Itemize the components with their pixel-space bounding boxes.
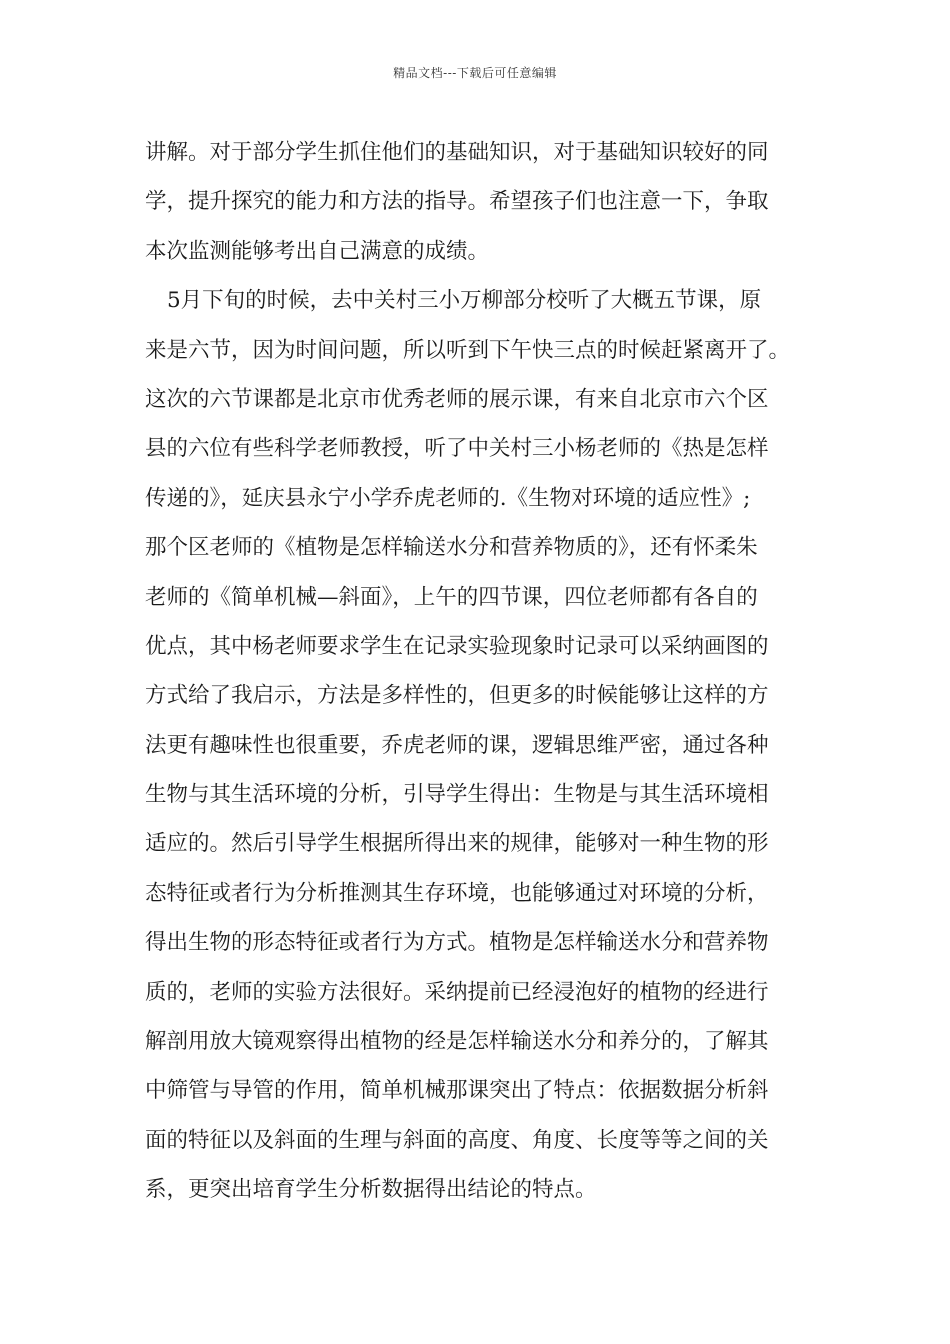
paragraph-line: 得出生物的形态特征或者行为方式。植物是怎样输送水分和营养物 [145,930,769,956]
paragraph-line: 适应的。然后引导学生根据所得出来的规律，能够对一种生物的形 [145,831,769,857]
paragraph-line: 解剖用放大镜观察得出植物的经是怎样输送水分和养分的，了解其 [145,1029,769,1055]
paragraph-line: 面的特征以及斜面的生理与斜面的高度、角度、长度等等之间的关 [145,1127,769,1153]
paragraph-line: 这次的六节课都是北京市优秀老师的展示课，有来自北京市六个区 [145,386,769,412]
paragraph-line: 生物与其生活环境的分析，引导学生得出：生物是与其生活环境相 [145,782,769,808]
paragraph-line: 方式给了我启示，方法是多样性的，但更多的时候能够让这样的方 [145,683,769,709]
paragraph-line: 5月下旬的时候，去中关村三小万柳部分校听了大概五节课，原 [167,288,762,314]
paragraph-line: 态特征或者行为分析推测其生存环境，也能够通过对环境的分析， [145,880,769,906]
page-header: 精品文档---下载后可任意编辑 [393,66,557,80]
document-body [145,128,807,1215]
paragraph-1 [145,128,807,276]
paragraph-line: 老师的《简单机械—斜面》，上午的四节课，四位老师都有各自的 [145,584,758,610]
paragraph-line: 法更有趣味性也很重要，乔虎老师的课，逻辑思维严密，通过各种 [145,732,769,758]
paragraph-line: 那个区老师的《植物是怎样输送水分和营养物质的》，还有怀柔朱 [145,535,758,561]
paragraph-line: 本次监测能够考出自己满意的成绩。 [145,238,490,264]
paragraph-line: 系，更突出培育学生分析数据得出结论的特点。 [145,1177,597,1203]
paragraph-line: 来是六节，因为时间问题，所以听到下午快三点的时候赶紧离开了。 [145,337,791,363]
paragraph-line: 县的六位有些科学老师教授，听了中关村三小杨老师的《热是怎样 [145,436,769,462]
paragraph-line: 优点，其中杨老师要求学生在记录实验现象时记录可以采纳画图的 [145,633,769,659]
paragraph-2 [145,276,807,1214]
paragraph-line: 传递的》，延庆县永宁小学乔虎老师的.《生物对环境的适应性》; [145,485,751,511]
paragraph-line: 讲解。对于部分学生抓住他们的基础知识，对于基础知识较好的同 [145,140,769,165]
paragraph-line: 学，提升探究的能力和方法的指导。希望孩子们也注意一下，争取 [145,189,769,215]
paragraph-line: 质的，老师的实验方法很好。采纳提前已经浸泡好的植物的经进行 [145,979,769,1005]
paragraph-line: 中筛管与导管的作用，简单机械那课突出了特点：依据数据分析斜 [145,1078,769,1104]
